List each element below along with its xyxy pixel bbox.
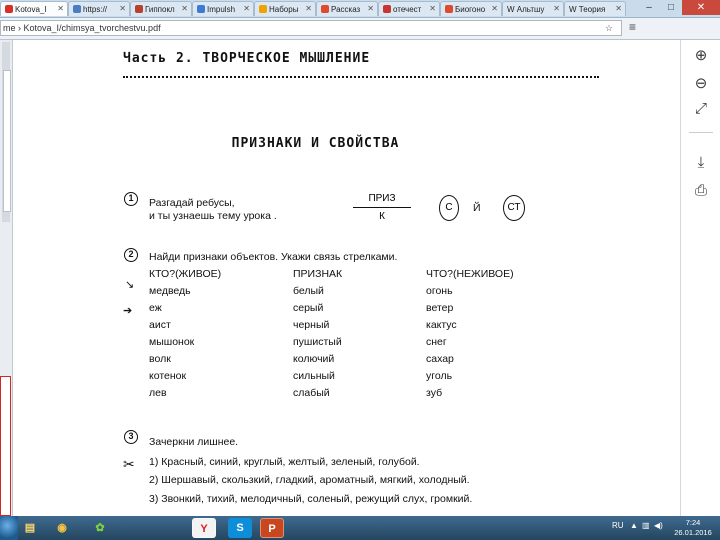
arrow-icon: ↘ xyxy=(125,279,135,291)
tab-label: отечест xyxy=(393,5,422,14)
system-clock[interactable] xyxy=(670,518,716,538)
tray-expand-icon[interactable]: ▲ xyxy=(630,521,638,530)
tab-close-icon[interactable]: ✕ xyxy=(367,4,374,13)
pdf-page xyxy=(13,40,618,516)
browser-tab[interactable] xyxy=(68,1,130,16)
list-item: еж xyxy=(149,302,162,314)
explorer-icon[interactable]: ▤ xyxy=(24,522,36,534)
gadgets-icon[interactable]: ✿ xyxy=(95,522,105,534)
task-number: 1 xyxy=(124,192,138,206)
zoom-in-icon[interactable]: ⊕ xyxy=(694,47,708,64)
list-item: белый xyxy=(293,285,324,297)
tab-label: https:// xyxy=(83,5,108,14)
rebus-numerator: ПРИЗ xyxy=(368,193,396,204)
list-item: ветер xyxy=(426,302,454,314)
tab-close-icon[interactable]: ✕ xyxy=(305,4,312,13)
address-bar xyxy=(0,18,720,40)
browser-tab[interactable] xyxy=(378,1,440,16)
list-item: кактус xyxy=(426,319,457,331)
page-favicon-icon xyxy=(135,5,143,13)
tab-label: Kotova_I xyxy=(15,5,47,14)
tab-close-icon[interactable]: ✕ xyxy=(491,4,498,13)
column-header-attribute: ПРИЗНАК xyxy=(293,268,343,280)
browser-tab[interactable] xyxy=(316,1,378,16)
clock-date: 26.01.2016 xyxy=(674,528,712,537)
page-favicon-icon xyxy=(445,5,453,13)
tab-label: Рассказ xyxy=(331,5,361,14)
rebus-fraction-line xyxy=(353,207,411,208)
list-item: черный xyxy=(293,319,330,331)
minimize-button[interactable]: – xyxy=(646,2,652,13)
skype-icon[interactable]: S xyxy=(228,518,252,538)
menu-icon[interactable]: ≡ xyxy=(629,20,637,34)
page-favicon-icon xyxy=(73,5,81,13)
list-item: уголь xyxy=(426,370,453,382)
list-item: лев xyxy=(149,387,167,399)
clock-time: 7:24 xyxy=(685,518,701,527)
tab-close-icon[interactable]: ✕ xyxy=(553,4,560,13)
browser-tab[interactable] xyxy=(130,1,192,16)
page-favicon-icon xyxy=(197,5,205,13)
tab-close-icon[interactable]: ✕ xyxy=(243,4,250,13)
list-item: зуб xyxy=(426,387,443,399)
fit-page-icon[interactable]: ⤢ xyxy=(694,100,707,117)
tab-close-icon[interactable]: ✕ xyxy=(119,4,126,13)
network-icon[interactable]: ▥ xyxy=(642,521,650,530)
toolbar-divider xyxy=(689,132,713,133)
list-item: аист xyxy=(149,319,171,331)
task3-item: 1) Красный, синий, круглый, желтый, зеленый, голубой. xyxy=(149,456,420,468)
tab-label: W Теория xyxy=(569,5,606,14)
list-item: волк xyxy=(149,353,171,365)
rebus-circle-letter: С xyxy=(439,195,459,221)
page-favicon-icon xyxy=(383,5,391,13)
yandex-browser-icon[interactable]: Y xyxy=(192,518,216,538)
list-item: сахар xyxy=(426,353,454,365)
task2-instruction: Найди признаки объектов. Укажи связь стрелками. xyxy=(149,251,398,263)
url-field[interactable] xyxy=(0,20,622,36)
browser-tab[interactable] xyxy=(254,1,316,16)
rebus-letter: Й xyxy=(473,202,481,214)
tab-label: Гиппокл xyxy=(145,5,175,14)
browser-tab[interactable] xyxy=(0,1,68,16)
volume-icon[interactable]: ◀) xyxy=(654,521,663,530)
task3-item: 3) Звонкий, тихий, мелодичный, соленый, режущий слух, громкий. xyxy=(149,493,473,505)
list-item: сильный xyxy=(293,370,335,382)
section-header: Часть 2. ТВОРЧЕСКОЕ МЫШЛЕНИЕ xyxy=(123,51,371,66)
tab-close-icon[interactable]: ✕ xyxy=(615,4,622,13)
tab-close-icon[interactable]: ✕ xyxy=(429,4,436,13)
task3-item: 2) Шершавый, скользкий, гладкий, ароматный, мягкий, холодный. xyxy=(149,474,470,486)
list-item: пушистый xyxy=(293,336,342,348)
task-number: 2 xyxy=(124,248,138,262)
close-window-button[interactable]: ✕ xyxy=(682,0,720,15)
tab-close-icon[interactable]: ✕ xyxy=(181,4,188,13)
browser-tab-strip xyxy=(0,0,720,18)
task-number: 3 xyxy=(124,430,138,444)
list-item: огонь xyxy=(426,285,453,297)
tab-label: Наборы xyxy=(269,5,299,14)
header-divider xyxy=(123,76,599,78)
windows-taskbar xyxy=(0,516,720,540)
list-item: медведь xyxy=(149,285,191,297)
page-favicon-icon xyxy=(259,5,267,13)
language-indicator[interactable]: RU xyxy=(612,521,624,530)
page-favicon-icon xyxy=(321,5,329,13)
download-icon[interactable]: ⤓ xyxy=(697,154,705,171)
list-item: колючий xyxy=(293,353,335,365)
pdf-favicon-icon xyxy=(5,5,13,13)
tab-label: Биогоно xyxy=(455,5,486,14)
zoom-out-icon[interactable]: ⊖ xyxy=(694,75,708,92)
viewer-background xyxy=(618,40,680,516)
thumbnail-sidebar xyxy=(0,40,13,516)
list-item: мышонок xyxy=(149,336,195,348)
chrome-icon[interactable]: ◉ xyxy=(57,522,67,534)
task1-line1: Разгадай ребусы, xyxy=(149,197,235,209)
print-icon[interactable]: ⎙ xyxy=(694,182,707,199)
rebus-denominator: К xyxy=(379,211,385,222)
column-header-living: КТО?(ЖИВОЕ) xyxy=(149,268,222,280)
page-title: ПРИЗНАКИ И СВОЙСТВА xyxy=(231,136,400,151)
tab-label: W Альтшу xyxy=(507,5,545,14)
task1-line2: и ты узнаешь тему урока . xyxy=(149,210,277,222)
scissors-icon: ✂ xyxy=(123,456,135,472)
page-thumbnail[interactable] xyxy=(3,70,11,212)
list-item: котенок xyxy=(149,370,187,382)
list-item: серый xyxy=(293,302,324,314)
current-page-thumbnail[interactable] xyxy=(0,376,11,516)
star-icon[interactable]: ☆ xyxy=(605,23,614,33)
browser-tab[interactable] xyxy=(192,1,254,16)
start-button[interactable] xyxy=(0,516,18,540)
rebus-circle-letter: СТ xyxy=(503,195,525,221)
maximize-button[interactable]: □ xyxy=(667,2,675,13)
tab-close-icon[interactable]: ✕ xyxy=(57,4,64,13)
url-text: me › Kotova_I/chimsya_tvorchestvu.pdf xyxy=(3,23,161,33)
pdf-toolbar xyxy=(680,40,720,516)
browser-tab[interactable] xyxy=(440,1,502,16)
list-item: слабый xyxy=(293,387,330,399)
task3-instruction: Зачеркни лишнее. xyxy=(149,436,239,448)
powerpoint-icon[interactable]: P xyxy=(260,518,284,538)
column-header-nonliving: ЧТО?(НЕЖИВОЕ) xyxy=(426,268,514,280)
browser-tab[interactable] xyxy=(502,1,564,16)
arrow-right-icon: ➔ xyxy=(123,305,133,317)
browser-tab[interactable] xyxy=(564,1,626,16)
list-item: снег xyxy=(426,336,447,348)
tab-label: Impulsh xyxy=(207,5,236,14)
